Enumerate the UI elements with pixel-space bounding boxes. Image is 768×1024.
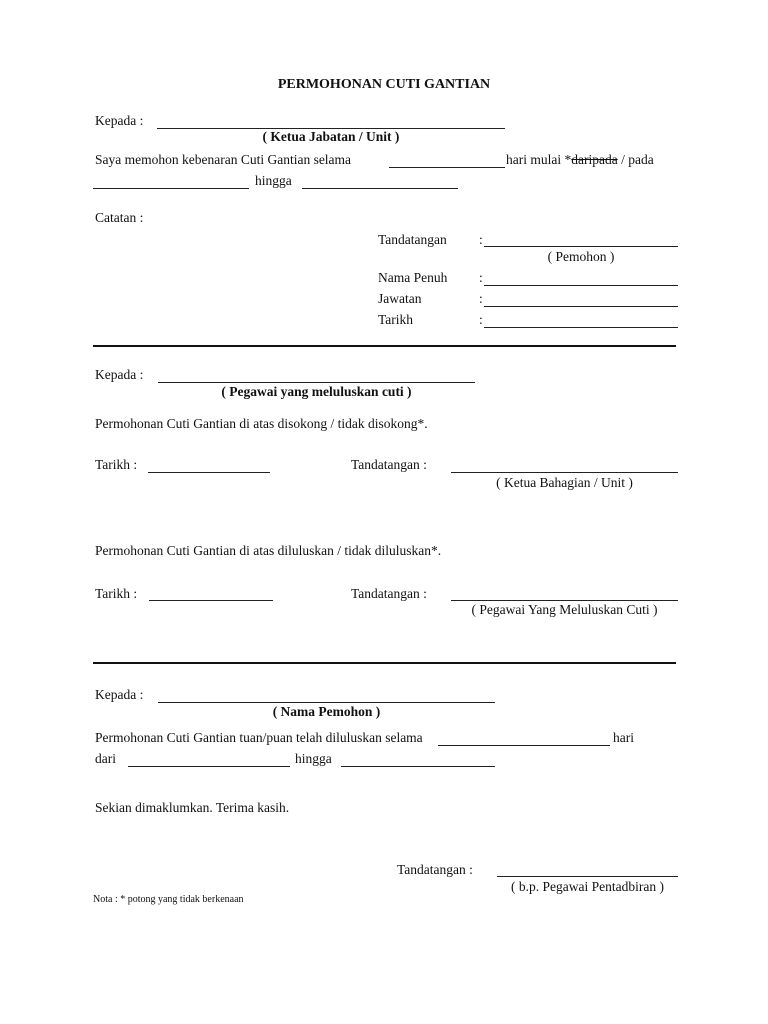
duration-field[interactable] bbox=[438, 745, 610, 746]
tandatangan-label: Tandatangan bbox=[378, 232, 447, 247]
colon: : bbox=[479, 270, 483, 285]
pentadbiran-caption: ( b.p. Pegawai Pentadbiran ) bbox=[511, 879, 664, 894]
closing-text: Sekian dimaklumkan. Terima kasih. bbox=[95, 800, 290, 815]
signature-field[interactable] bbox=[484, 246, 678, 247]
nama-penuh-label: Nama Penuh bbox=[378, 270, 448, 285]
tandatangan-label: Tandatangan : bbox=[351, 586, 427, 601]
hingga-label: hingga bbox=[255, 173, 292, 188]
duration-field[interactable] bbox=[389, 167, 505, 168]
signature-field[interactable] bbox=[451, 600, 678, 601]
tarikh-field[interactable] bbox=[149, 600, 273, 601]
approval-text: Permohonan Cuti Gantian tuan/puan telah diluluskan selama bbox=[95, 730, 423, 745]
ketua-jabatan-caption: ( Ketua Jabatan / Unit ) bbox=[262, 129, 400, 144]
hari-label: hari bbox=[613, 730, 634, 745]
section-divider bbox=[93, 345, 676, 347]
colon: : bbox=[479, 312, 483, 327]
signature-field[interactable] bbox=[451, 472, 678, 473]
dari-label: dari bbox=[95, 751, 116, 766]
tandatangan-label: Tandatangan : bbox=[397, 862, 473, 877]
colon: : bbox=[479, 291, 483, 306]
pemohon-caption: ( Pemohon ) bbox=[547, 249, 615, 264]
tarikh-label: Tarikh bbox=[378, 312, 414, 327]
start-date-field[interactable] bbox=[93, 188, 249, 189]
lulus-text: Permohonan Cuti Gantian di atas diluluskan / tidak diluluskan*. bbox=[95, 543, 442, 558]
kepada-field[interactable] bbox=[158, 702, 495, 703]
tarikh-field[interactable] bbox=[148, 472, 270, 473]
request-text: Saya memohon kebenaran Cuti Gantian selama bbox=[95, 152, 352, 167]
end-date-field[interactable] bbox=[341, 766, 495, 767]
kepada-field[interactable] bbox=[158, 382, 475, 383]
nama-penuh-field[interactable] bbox=[484, 285, 678, 286]
pegawai-caption: ( Pegawai yang meluluskan cuti ) bbox=[221, 384, 412, 399]
hingga-label: hingga bbox=[295, 751, 332, 766]
catatan-label: Catatan : bbox=[95, 210, 144, 225]
tarikh-field[interactable] bbox=[484, 327, 678, 328]
kepada-label: Kepada : bbox=[95, 687, 144, 702]
tarikh-label: Tarikh : bbox=[95, 586, 138, 601]
end-date-field[interactable] bbox=[302, 188, 458, 189]
jawatan-label: Jawatan bbox=[378, 291, 422, 306]
section-divider bbox=[93, 662, 676, 664]
start-date-field[interactable] bbox=[128, 766, 290, 767]
nota-footnote: Nota : * potong yang tidak berkenaan bbox=[93, 894, 244, 905]
jawatan-field[interactable] bbox=[484, 306, 678, 307]
pegawai-lulus-caption: ( Pegawai Yang Meluluskan Cuti ) bbox=[471, 602, 658, 617]
kepada-label: Kepada : bbox=[95, 367, 144, 382]
sokong-text: Permohonan Cuti Gantian di atas disokong / tidak disokong*. bbox=[95, 416, 428, 431]
page-title: PERMOHONAN CUTI GANTIAN bbox=[277, 77, 491, 92]
kepada-label: Kepada : bbox=[95, 113, 144, 128]
request-text-after: hari mulai *daripada / pada bbox=[506, 152, 654, 167]
tarikh-label: Tarikh : bbox=[95, 457, 138, 472]
tandatangan-label: Tandatangan : bbox=[351, 457, 427, 472]
signature-field[interactable] bbox=[497, 876, 678, 877]
colon: : bbox=[479, 232, 483, 247]
nama-pemohon-caption: ( Nama Pemohon ) bbox=[272, 704, 381, 719]
ketua-bahagian-caption: ( Ketua Bahagian / Unit ) bbox=[496, 475, 633, 490]
